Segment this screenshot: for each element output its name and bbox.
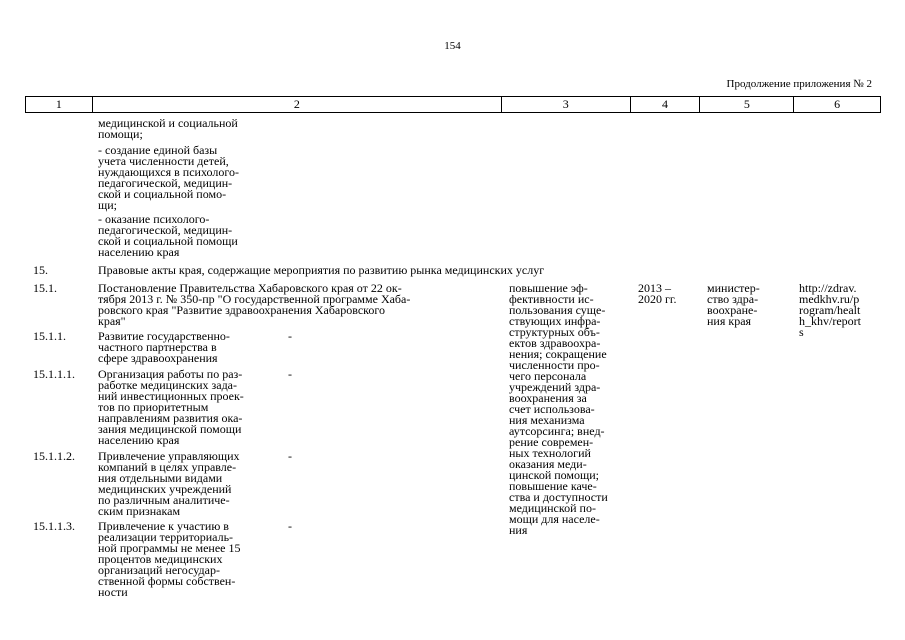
col6-url-link[interactable]: http://zdrav. medkhv.ru/p rogram/healt h_khv/report s (799, 281, 861, 339)
cont-text-1: медицинской и социальной помощи; (98, 116, 238, 141)
header-col-3: 3 (501, 97, 630, 112)
row-text: Правовые акты края, содержащие мероприятия по развитию рынка медицинских услуг (98, 263, 545, 277)
table-header-row (25, 96, 881, 113)
row-text: Постановление Правительства Хабаровского края от 22 ок- тября 2013 г. № 350-пр "О государственной программе Хаба- ровского края "Развитие здравоохранения Хабаровского края" (98, 281, 411, 328)
continuation-label: Продолжение приложения № 2 (726, 78, 872, 90)
cont-text-3: - оказание психолого- педагогической, медицин- ской и социальной помощи населению края (98, 212, 238, 259)
header-col-4: 4 (630, 97, 700, 112)
row-text: Организация работы по раз- работке медицинских зада- ний инвестиционных проек- тов по приоритетным направлениям развития ока- зания медицинской помощи населению края (98, 367, 244, 447)
row-num: 15.1.1.3. (33, 519, 75, 533)
row-text: Привлечение управляющих компаний в целях управле- ния отдельными видами медицинских учреждений по различным аналитиче- ским признакам (98, 449, 240, 518)
row-num: 15.1.1. (33, 329, 66, 343)
row-text: Развитие государственно- частного партнерства в сфере здравоохранения (98, 329, 230, 365)
col4-period: 2013 – 2020 гг. (638, 281, 677, 306)
header-col-6: 6 (793, 97, 880, 112)
header-col-1: 1 (55, 97, 62, 111)
row-num: 15. (33, 263, 48, 277)
header-col-5: 5 (699, 97, 793, 112)
col3-result-text: повышение эф- фективности ис- пользования суще- ствующих инфра- структурных объ- ектов здравоохра- нения; сокращение численности про- чего персонала учреждений здра- воохранения за счет использова- ния механизма аутсорсинга; внед- рение современ- ных технологий оказания меди- цинской помощи; повышение каче- ства и доступности медицинской по- мощи для населе- ния (509, 281, 608, 537)
row-dash: - (288, 449, 292, 463)
row-num: 15.1. (33, 281, 57, 295)
row-dash: - (288, 329, 292, 343)
cont-text-2: - создание единой базы учета численности детей, нуждающихся в психолого- педагогической, медицин- ской и социальной помо- щи; (98, 143, 239, 212)
row-num: 15.1.1.2. (33, 449, 75, 463)
header-col-2: 2 (92, 97, 501, 112)
page-number: 154 (444, 40, 461, 52)
col5-responsible: министер- ство здра- воохране- ния края (707, 281, 760, 328)
row-text: Привлечение к участию в реализации территориаль- ной программы не менее 15 процентов медицинских организаций негосудар- ственной формы собствен- ности (98, 519, 241, 599)
row-num: 15.1.1.1. (33, 367, 75, 381)
row-dash: - (288, 519, 292, 533)
row-dash: - (288, 367, 292, 381)
